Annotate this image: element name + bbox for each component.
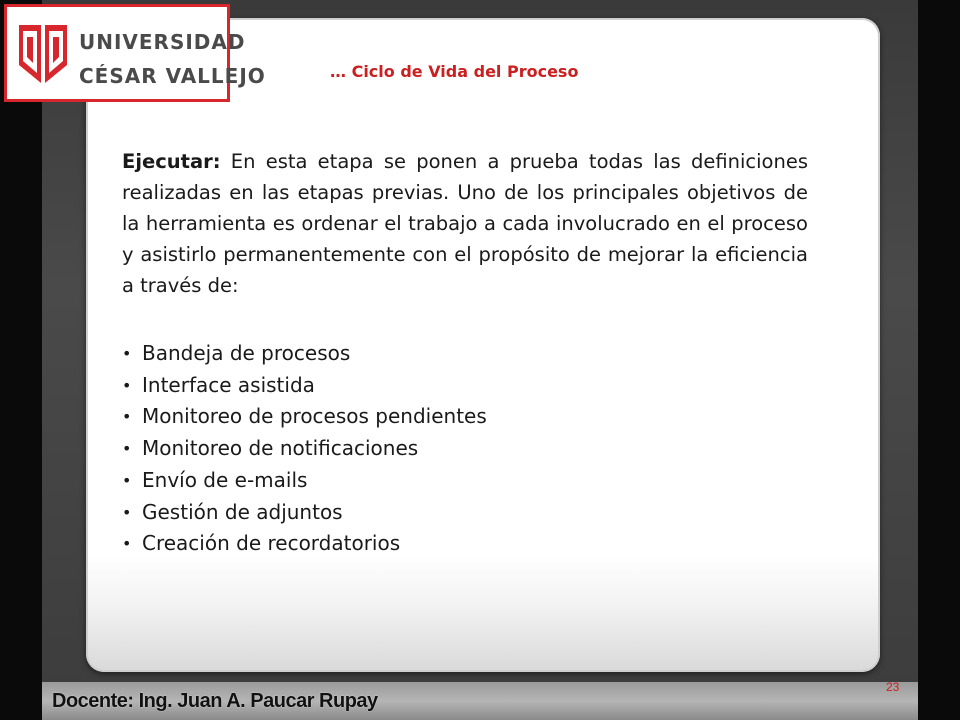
list-item-label: Gestión de adjuntos xyxy=(142,499,343,524)
list-item-label: Interface asistida xyxy=(142,372,315,397)
bullet-icon: • xyxy=(122,439,132,459)
bullet-icon: • xyxy=(122,502,132,522)
bullet-icon: • xyxy=(122,407,132,427)
bullet-icon: • xyxy=(122,470,132,490)
list-item xyxy=(122,465,487,497)
list-item-label: Monitoreo de procesos pendientes xyxy=(142,404,487,429)
ucv-emblem-icon xyxy=(15,17,71,91)
feature-list xyxy=(122,338,487,560)
list-item xyxy=(122,433,487,465)
right-band xyxy=(918,0,960,720)
logo-wordmark xyxy=(79,25,266,93)
paragraph-lead: Ejecutar: xyxy=(122,150,221,173)
list-item xyxy=(122,401,487,433)
list-item xyxy=(122,497,487,529)
bullet-icon: • xyxy=(122,534,132,554)
bullet-icon: • xyxy=(122,344,132,363)
list-item-label: Creación de recordatorios xyxy=(142,531,401,556)
university-logo xyxy=(4,4,266,102)
list-item-label: Bandeja de procesos xyxy=(142,341,351,365)
list-item xyxy=(122,528,487,560)
logo-line-2: CÉSAR VALLEJO xyxy=(79,64,266,88)
body-paragraph xyxy=(122,146,808,301)
left-band xyxy=(0,0,42,720)
logo-line-1: UNIVERSIDAD xyxy=(79,30,246,54)
bullet-icon: • xyxy=(122,375,132,395)
list-item xyxy=(122,338,487,370)
list-item-label: Monitoreo de notificaciones xyxy=(142,436,419,461)
paragraph-text: En esta etapa se ponen a prueba todas las definiciones realizadas en las etapas previas. Uno de los principales objetivos de la herramienta es ordenar el trabajo a cada involucrado en el proceso y asistirlo permanentemente con el propósito de mejorar la eficiencia a través de: xyxy=(122,150,808,297)
footer-instructor: Docente: Ing. Juan A. Paucar Rupay xyxy=(52,690,378,712)
section-title: … Ciclo de Vida del Proceso xyxy=(330,62,579,81)
page-number: 23 xyxy=(886,680,900,694)
list-item xyxy=(122,370,487,402)
list-item-label: Envío de e-mails xyxy=(142,467,308,492)
